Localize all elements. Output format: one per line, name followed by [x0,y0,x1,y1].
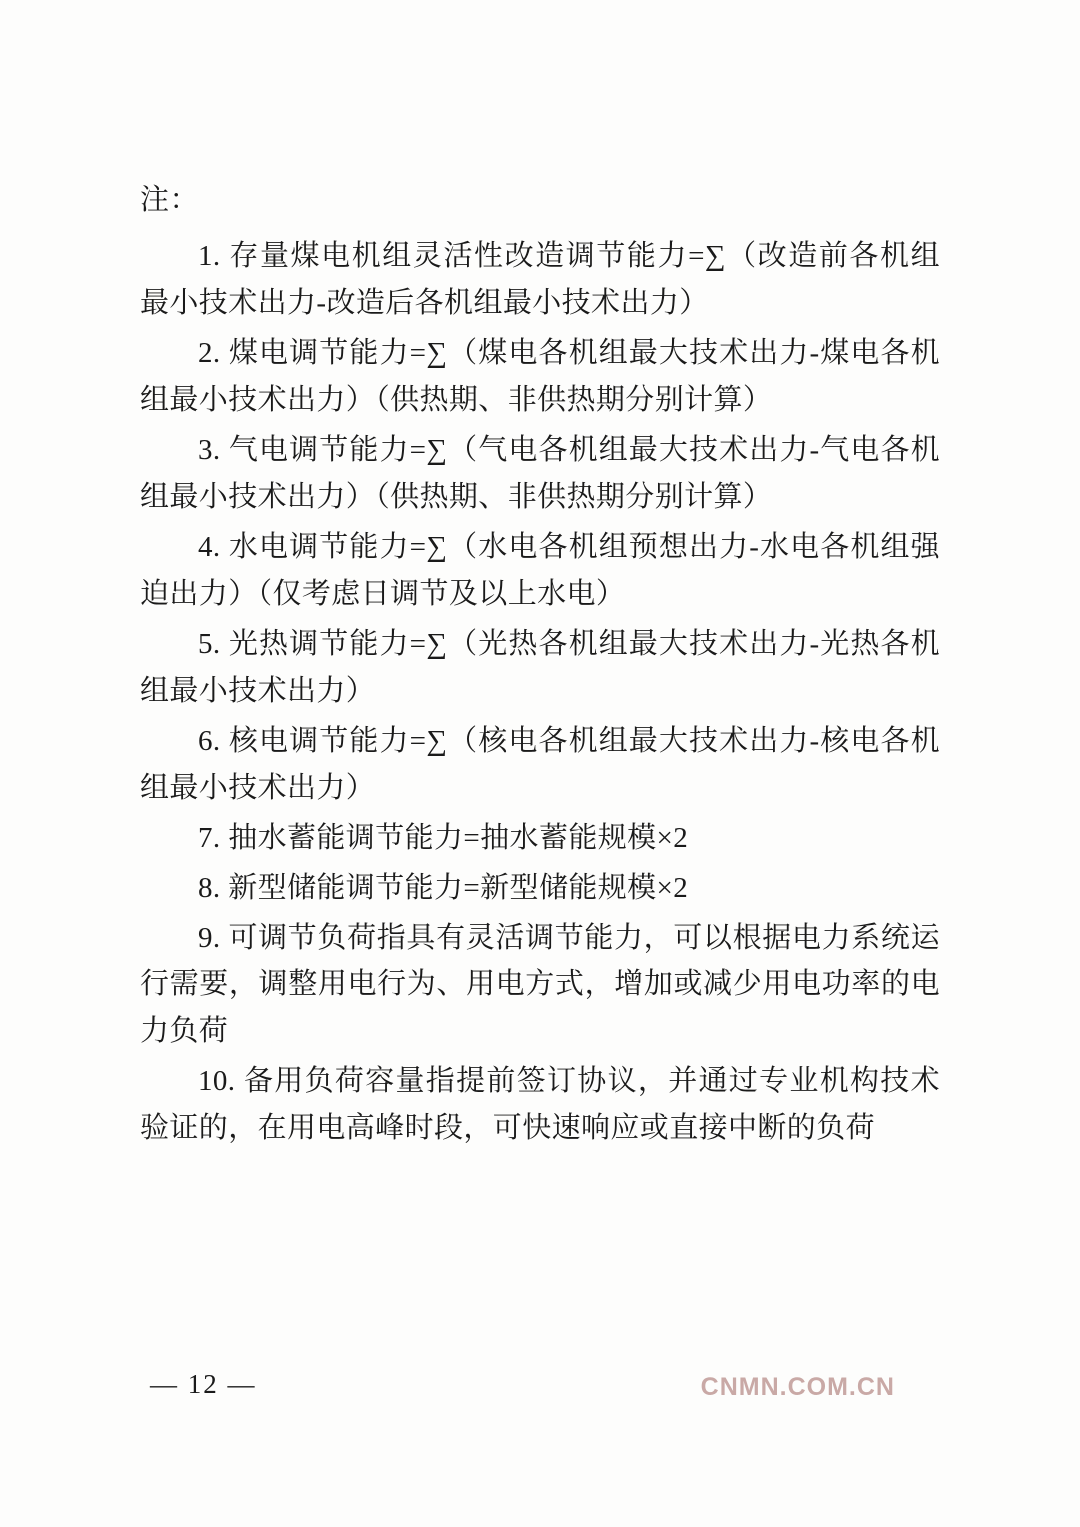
note-item: 3. 气电调节能力=∑（气电各机组最大技术出力-气电各机组最小技术出力）（供热期、非供热期分别计算） [140,433,940,513]
page-number: — 12 — [150,1369,257,1399]
page-footer [0,1369,1080,1409]
note-item: 4. 水电调节能力=∑（水电各机组预想出力-水电各机组强迫出力）（仅考虑日调节及以上水电） [140,530,940,610]
note-item: 9. 可调节负荷指具有灵活调节能力，可以根据电力系统运行需要，调整用电行为、用电方式，增加或减少用电功率的电力负荷 [140,921,940,1048]
document-body [140,178,940,1155]
note-item: 6. 核电调节能力=∑（核电各机组最大技术出力-核电各机组最小技术出力） [140,724,940,804]
note-item: 5. 光热调节能力=∑（光热各机组最大技术出力-光热各机组最小技术出力） [140,627,940,707]
note-item: 1. 存量煤电机组灵活性改造调节能力=∑（改造前各机组最小技术出力-改造后各机组最小技术出力） [140,239,940,319]
note-item: 2. 煤电调节能力=∑（煤电各机组最大技术出力-煤电各机组最小技术出力）（供热期、非供热期分别计算） [140,336,940,416]
watermark: CNMN.COM.CN [700,1373,895,1401]
note-item: 8. 新型储能调节能力=新型储能规模×2 [198,871,689,904]
note-label: 注： [140,184,200,216]
note-item: 7. 抽水蓄能调节能力=抽水蓄能规模×2 [198,821,689,854]
note-item: 10. 备用负荷容量指提前签订协议，并通过专业机构技术验证的，在用电高峰时段，可快速响应或直接中断的负荷 [140,1065,940,1145]
